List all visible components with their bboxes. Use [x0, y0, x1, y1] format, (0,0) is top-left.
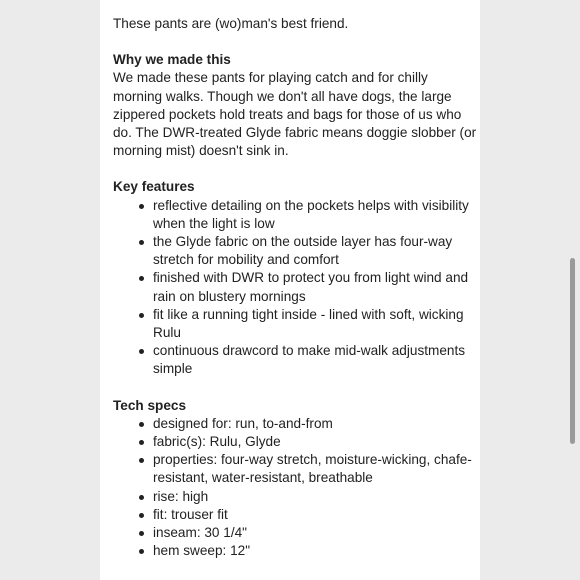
spacer — [113, 160, 480, 178]
spec-item: hem sweep: 12" — [153, 542, 480, 560]
why-heading: Why we made this — [113, 52, 231, 68]
spacer — [113, 379, 480, 397]
spacer — [113, 33, 480, 51]
spec-item: inseam: 30 1/4" — [153, 524, 480, 542]
feature-item: finished with DWR to protect you from light wind and rain on blustery mornings — [153, 269, 480, 305]
product-description-page — [100, 0, 480, 580]
spec-item: fabric(s): Rulu, Glyde — [153, 433, 480, 451]
spec-item: fit: trouser fit — [153, 506, 480, 524]
specs-list — [113, 415, 480, 561]
feature-item: reflective detailing on the pockets helps with visibility when the light is low — [153, 197, 480, 233]
feature-item: fit like a running tight inside - lined with soft, wicking Rulu — [153, 306, 480, 342]
spec-item: rise: high — [153, 488, 480, 506]
features-section — [113, 178, 480, 378]
scrollbar-thumb[interactable] — [570, 258, 575, 444]
feature-item: continuous drawcord to make mid-walk adjustments simple — [153, 342, 480, 378]
spec-item: properties: four-way stretch, moisture-wicking, chafe-resistant, water-resistant, breathable — [153, 451, 480, 487]
specs-section — [113, 397, 480, 561]
why-paragraph: We made these pants for playing catch and for chilly morning walks. Though we don't all have dogs, the large zippered pockets hold treats and bags for those of us who do. The DWR-treated Glyde fabric means doggie slobber (or morning mist) doesn't sink in. — [113, 70, 477, 159]
feature-item: the Glyde fabric on the outside layer has four-way stretch for mobility and comfort — [153, 233, 480, 269]
why-section — [113, 51, 480, 160]
features-list — [113, 197, 480, 379]
features-heading: Key features — [113, 179, 195, 195]
spec-item: designed for: run, to-and-from — [153, 415, 480, 433]
intro-text: These pants are (wo)man's best friend. — [113, 16, 349, 31]
specs-heading: Tech specs — [113, 397, 187, 413]
